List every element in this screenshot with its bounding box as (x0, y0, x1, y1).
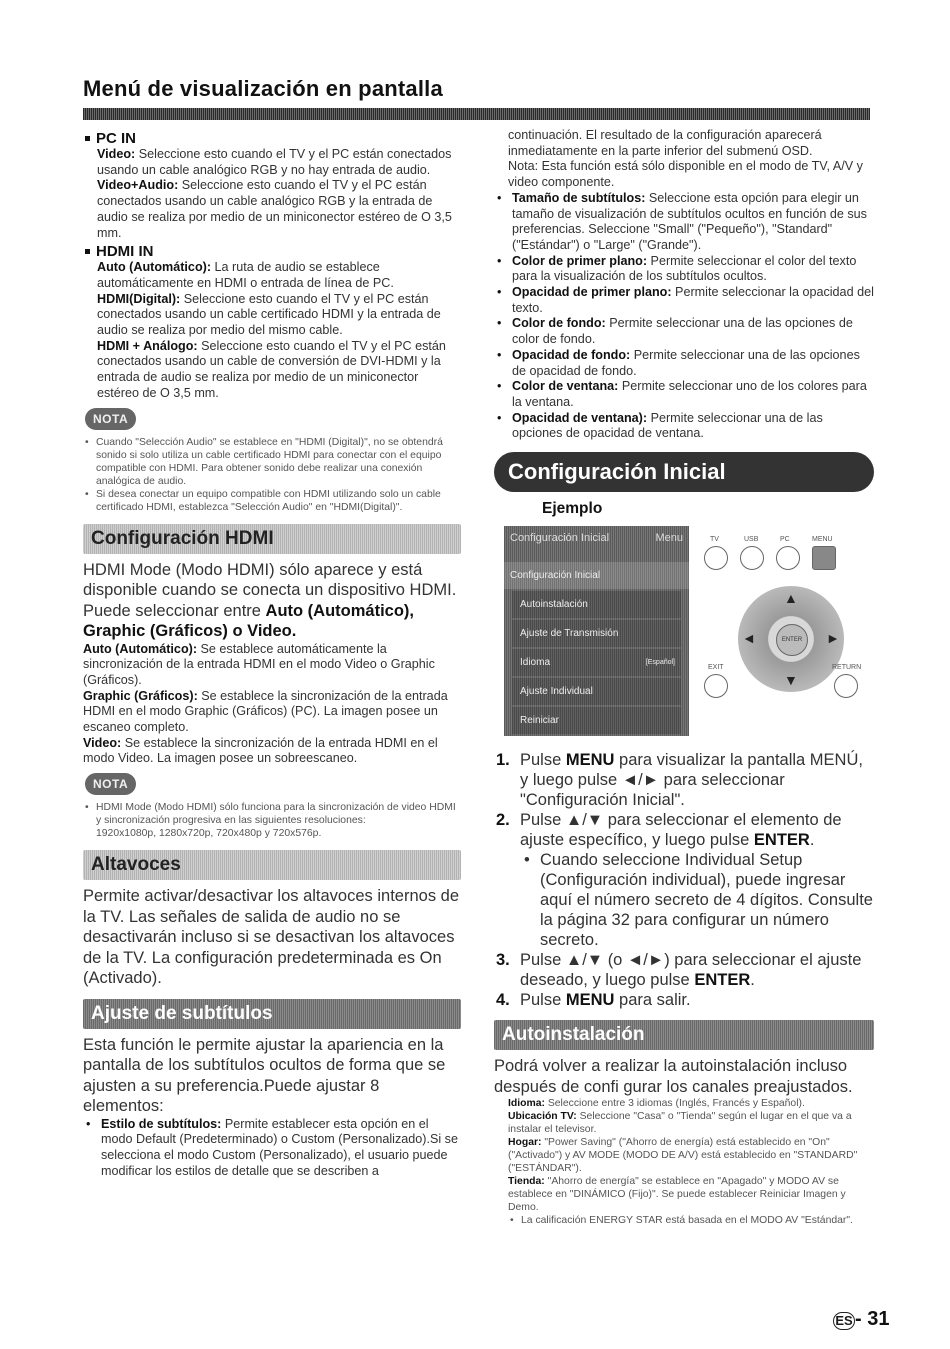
nota2-item: • HDMI Mode (Modo HDMI) sólo funciona para la sincronización de video HDMI y sincronización progresiva en las siguientes resoluciones: (83, 801, 461, 827)
config-hdmi-graphic: Graphic (Gráficos): Se establece la sincronización de la entrada HDMI en el modo Graphic (Gráficos) (PC). La imagen posee un escaneo completo. (83, 688, 448, 735)
hdmiin-digital: HDMI(Digital): Seleccione esto cuando el TV y el PC están conectados usando un cable certificado HDMI y la entrada de audio se realiza por medio del mismo cable. (97, 291, 441, 338)
subtitulos-option: • Color de fondo: Permite seleccionar una de las opciones de color de fondo. (494, 316, 874, 347)
config-hdmi-p1: HDMI Mode (Modo HDMI) sólo aparece y está disponible cuando se conecta un dispositivo HDMI. (83, 560, 457, 600)
remote-label-return: RETURN (832, 664, 862, 672)
title-rule (83, 108, 870, 120)
arrow-right-icon: ► (826, 630, 840, 647)
dpad (738, 586, 844, 692)
menu-row: Reiniciar (512, 707, 681, 734)
menu-row-selected: Configuración Inicial (504, 562, 689, 589)
menu-button (812, 546, 836, 570)
config-hdmi-auto: Auto (Automático): Se establece automáticamente la sincronización de la entrada HDMI en el modo Video o Graphic (Gráficos). (83, 641, 435, 687)
return-button (834, 674, 858, 698)
subtitulos-option: • Tamaño de subtítulos: Seleccione esta opción para elegir un tamaño de visualización de subtítulos ocultos en función de sus preferencias. Seleccione "Small" ("Pequeño"), "Standard" ("Estándar") o "Large" ("Grande"). (494, 191, 874, 254)
arrow-down-icon: ▼ (784, 672, 798, 689)
remote-label-exit: EXIT (708, 664, 724, 672)
section-autoinstalacion: Autoinstalación (494, 1020, 874, 1050)
autoinst-ubicacion: Ubicación TV: Seleccione "Casa" o "Tienda" según el lugar en el que va a instalar el televisor. (508, 1111, 852, 1136)
section-config-hdmi: Configuración HDMI (83, 524, 461, 554)
steps-list (494, 750, 874, 1010)
subtitulos-option: • Opacidad de ventana): Permite seleccionar una de las opciones de opacidad de ventana. (494, 411, 874, 442)
section-config-inicial: Configuración Inicial (494, 452, 874, 492)
pcin-videoaudio: Video+Audio: Seleccione esto cuando el TV y el PC están conectados usando un cable analógico RGB y la entrada de audio se realiza por medio de un miniconector estéreo de O 3,5 mm. (97, 178, 452, 240)
nota2-resolutions: 1920x1080p, 1280x720p, 720x480p y 720x576p. (96, 828, 322, 840)
menu-row: Autoinstalación (512, 591, 681, 618)
menu-row: Idioma [Español] (512, 649, 681, 676)
ejemplo-label: Ejemplo (542, 500, 603, 518)
remote-illustration (704, 536, 874, 726)
menu-row: Ajuste Individual (512, 678, 681, 705)
remote-label-tv: TV (710, 536, 719, 544)
subtitulos-option: • Color de ventana: Permite seleccionar uno de los colores para la ventana. (494, 379, 874, 410)
menu-row: Ajuste de Transmisión (512, 620, 681, 647)
hdmiin-heading: HDMI IN (83, 243, 461, 260)
arrow-up-icon: ▲ (784, 590, 798, 607)
step-item: 3. Pulse ▲/▼ (o ◄/►) para seleccionar el ajuste deseado, y luego pulse ENTER. (496, 951, 862, 990)
tv-button (704, 546, 728, 570)
subtitulos-nota: Nota: Esta función está sólo disponible en el modo de TV, A/V y video componente. (508, 159, 863, 190)
left-column (83, 128, 461, 1179)
subtitulos-text: Esta función le permite ajustar la apariencia en la pantalla de los subtítulos ocultos de forma que se ajusten a su preferencia.Puede ajustar 8 elementos: (83, 1035, 446, 1116)
section-subtitulos: Ajuste de subtítulos (83, 999, 461, 1029)
remote-label-usb: USB (744, 536, 759, 544)
autoinst-tienda: Tienda: "Ahorro de energía" se establece en "Apagado" y MODO AV se establece en "DINÁMICO (Fijo)". Se puede establecer Reiniciar Imagen y Demo. (508, 1176, 846, 1214)
autoinst-note: • La calificación ENERGY STAR está basada en el MODO AV "Estándar". (508, 1214, 874, 1227)
usb-button (740, 546, 764, 570)
pcin-video: Video: Seleccione esto cuando el TV y el PC están conectados usando un cable analógico RGB y no hay entrada de audio. (97, 147, 452, 177)
page-title: Menú de visualización en pantalla (83, 76, 443, 101)
subtitulos-option: • Color de primer plano: Permite seleccionar el color del texto para la visualización de los subtítulos ocultos. (494, 254, 874, 285)
autoinst-text: Podrá volver a realizar la autoinstalación incluso después de confi gurar los canales preajustados. (494, 1057, 853, 1096)
example-illustration (494, 526, 874, 736)
remote-label-menu: MENU (812, 536, 833, 544)
nota1-item: • Si desea conectar un equipo compatible con HDMI utilizando solo un cable certificado HDMI, establezca "Selección Audio" en "HDMI(Digital)". (83, 488, 461, 514)
menu-header: Configuración Inicial Menu (510, 532, 683, 545)
subtitulos-continuation: continuación. El resultado de la configuración aparecerá inmediatamente en la parte inferior del submenú OSD. (508, 128, 822, 158)
subtitulos-option: • Opacidad de primer plano: Permite seleccionar la opacidad del texto. (494, 285, 874, 316)
altavoces-text: Permite activar/desactivar los altavoces internos de la TV. Las señales de salida de audio no se desactivarán incluso si se desactivan los altavoces de la TV. La configuración predeterminada es On (Activado). (83, 887, 460, 988)
enter-button: ENTER (776, 624, 808, 656)
config-hdmi-video: Video: Se establece la sincronización de la entrada HDMI en el modo Video. La imagen posee un sobreescaneo. (83, 735, 438, 766)
subtitulos-option: • Opacidad de fondo: Permite seleccionar una de las opciones de opacidad de fondo. (494, 348, 874, 379)
subtitulos-items (494, 191, 874, 442)
hdmiin-analogo: HDMI + Análogo: Seleccione esto cuando el TV y el PC están conectados usando un cable de conversión de DVI-HDMI y la entrada de audio se realiza por medio de un miniconector estéreo de O 3,5 mm. (97, 338, 446, 400)
nota1-item: • Cuando "Selección Audio" se establece en "HDMI (Digital)", no se obtendrá sonido si solo utiliza un cable certificado HDMI para conectar con el equipo compatible con HDMI. Para obtener sonido debe realizar una conexión analógica de audio. (83, 436, 461, 488)
remote-label-pc: PC (780, 536, 790, 544)
pcin-heading: PC IN (83, 130, 461, 147)
step-item: 4. Pulse MENU para salir. (496, 991, 691, 1010)
autoinst-hogar: Hogar: "Power Saving" ("Ahorro de energía) está establecido en "On" ("Activado") y AV MODE (MODO DE A/V) está establecido en "STANDARD" ("ESTÁNDAR"). (508, 1137, 858, 1175)
autoinst-idioma: Idioma: Seleccione entre 3 idiomas (Inglés, Francés y Español). (508, 1098, 805, 1110)
step-item: 2. Pulse ▲/▼ para seleccionar el elemento de ajuste específico, y luego pulse ENTER. • Cuando seleccione Individual Setup (Configuración individual), puede ingresar aquí el número secreto de 4 dígitos. Consulte la página 32 para configurar un número secreto. (494, 810, 874, 950)
arrow-left-icon: ◄ (742, 630, 756, 647)
page-number: - 31 (855, 1308, 890, 1330)
config-hdmi-p2: Puede seleccionar entre Auto (Automático), Graphic (Gráficos) o Video. (83, 601, 415, 641)
language-badge: ES (833, 1312, 855, 1330)
step-item: 1. Pulse MENU para visualizar la pantalla MENÚ, y luego pulse ◄/► para seleccionar "Configuración Inicial". (496, 751, 863, 810)
pc-button (776, 546, 800, 570)
step-2-note: • Cuando seleccione Individual Setup (Configuración individual), puede ingresar aquí el número secreto de 4 dígitos. Consulte la página 32 para configurar un número secreto. (520, 850, 874, 950)
hdmiin-auto: Auto (Automático): La ruta de audio se establece automáticamente en HDMI o entrada de línea de PC. (97, 260, 394, 290)
menu-screen (504, 526, 689, 736)
section-altavoces: Altavoces (83, 850, 461, 880)
nota-badge: NOTA (85, 773, 136, 795)
exit-button (704, 674, 728, 698)
right-column (494, 128, 874, 1227)
subtitulos-estilo: • Estilo de subtítulos: Permite establecer esta opción en el modo Default (Predeterminado) o Custom (Personalizado).Si se selecciona el modo Custom (Personalizado), el usuario puede modificar los estilos de detalle que se describen a (83, 1117, 461, 1180)
nota-badge: NOTA (85, 408, 136, 430)
